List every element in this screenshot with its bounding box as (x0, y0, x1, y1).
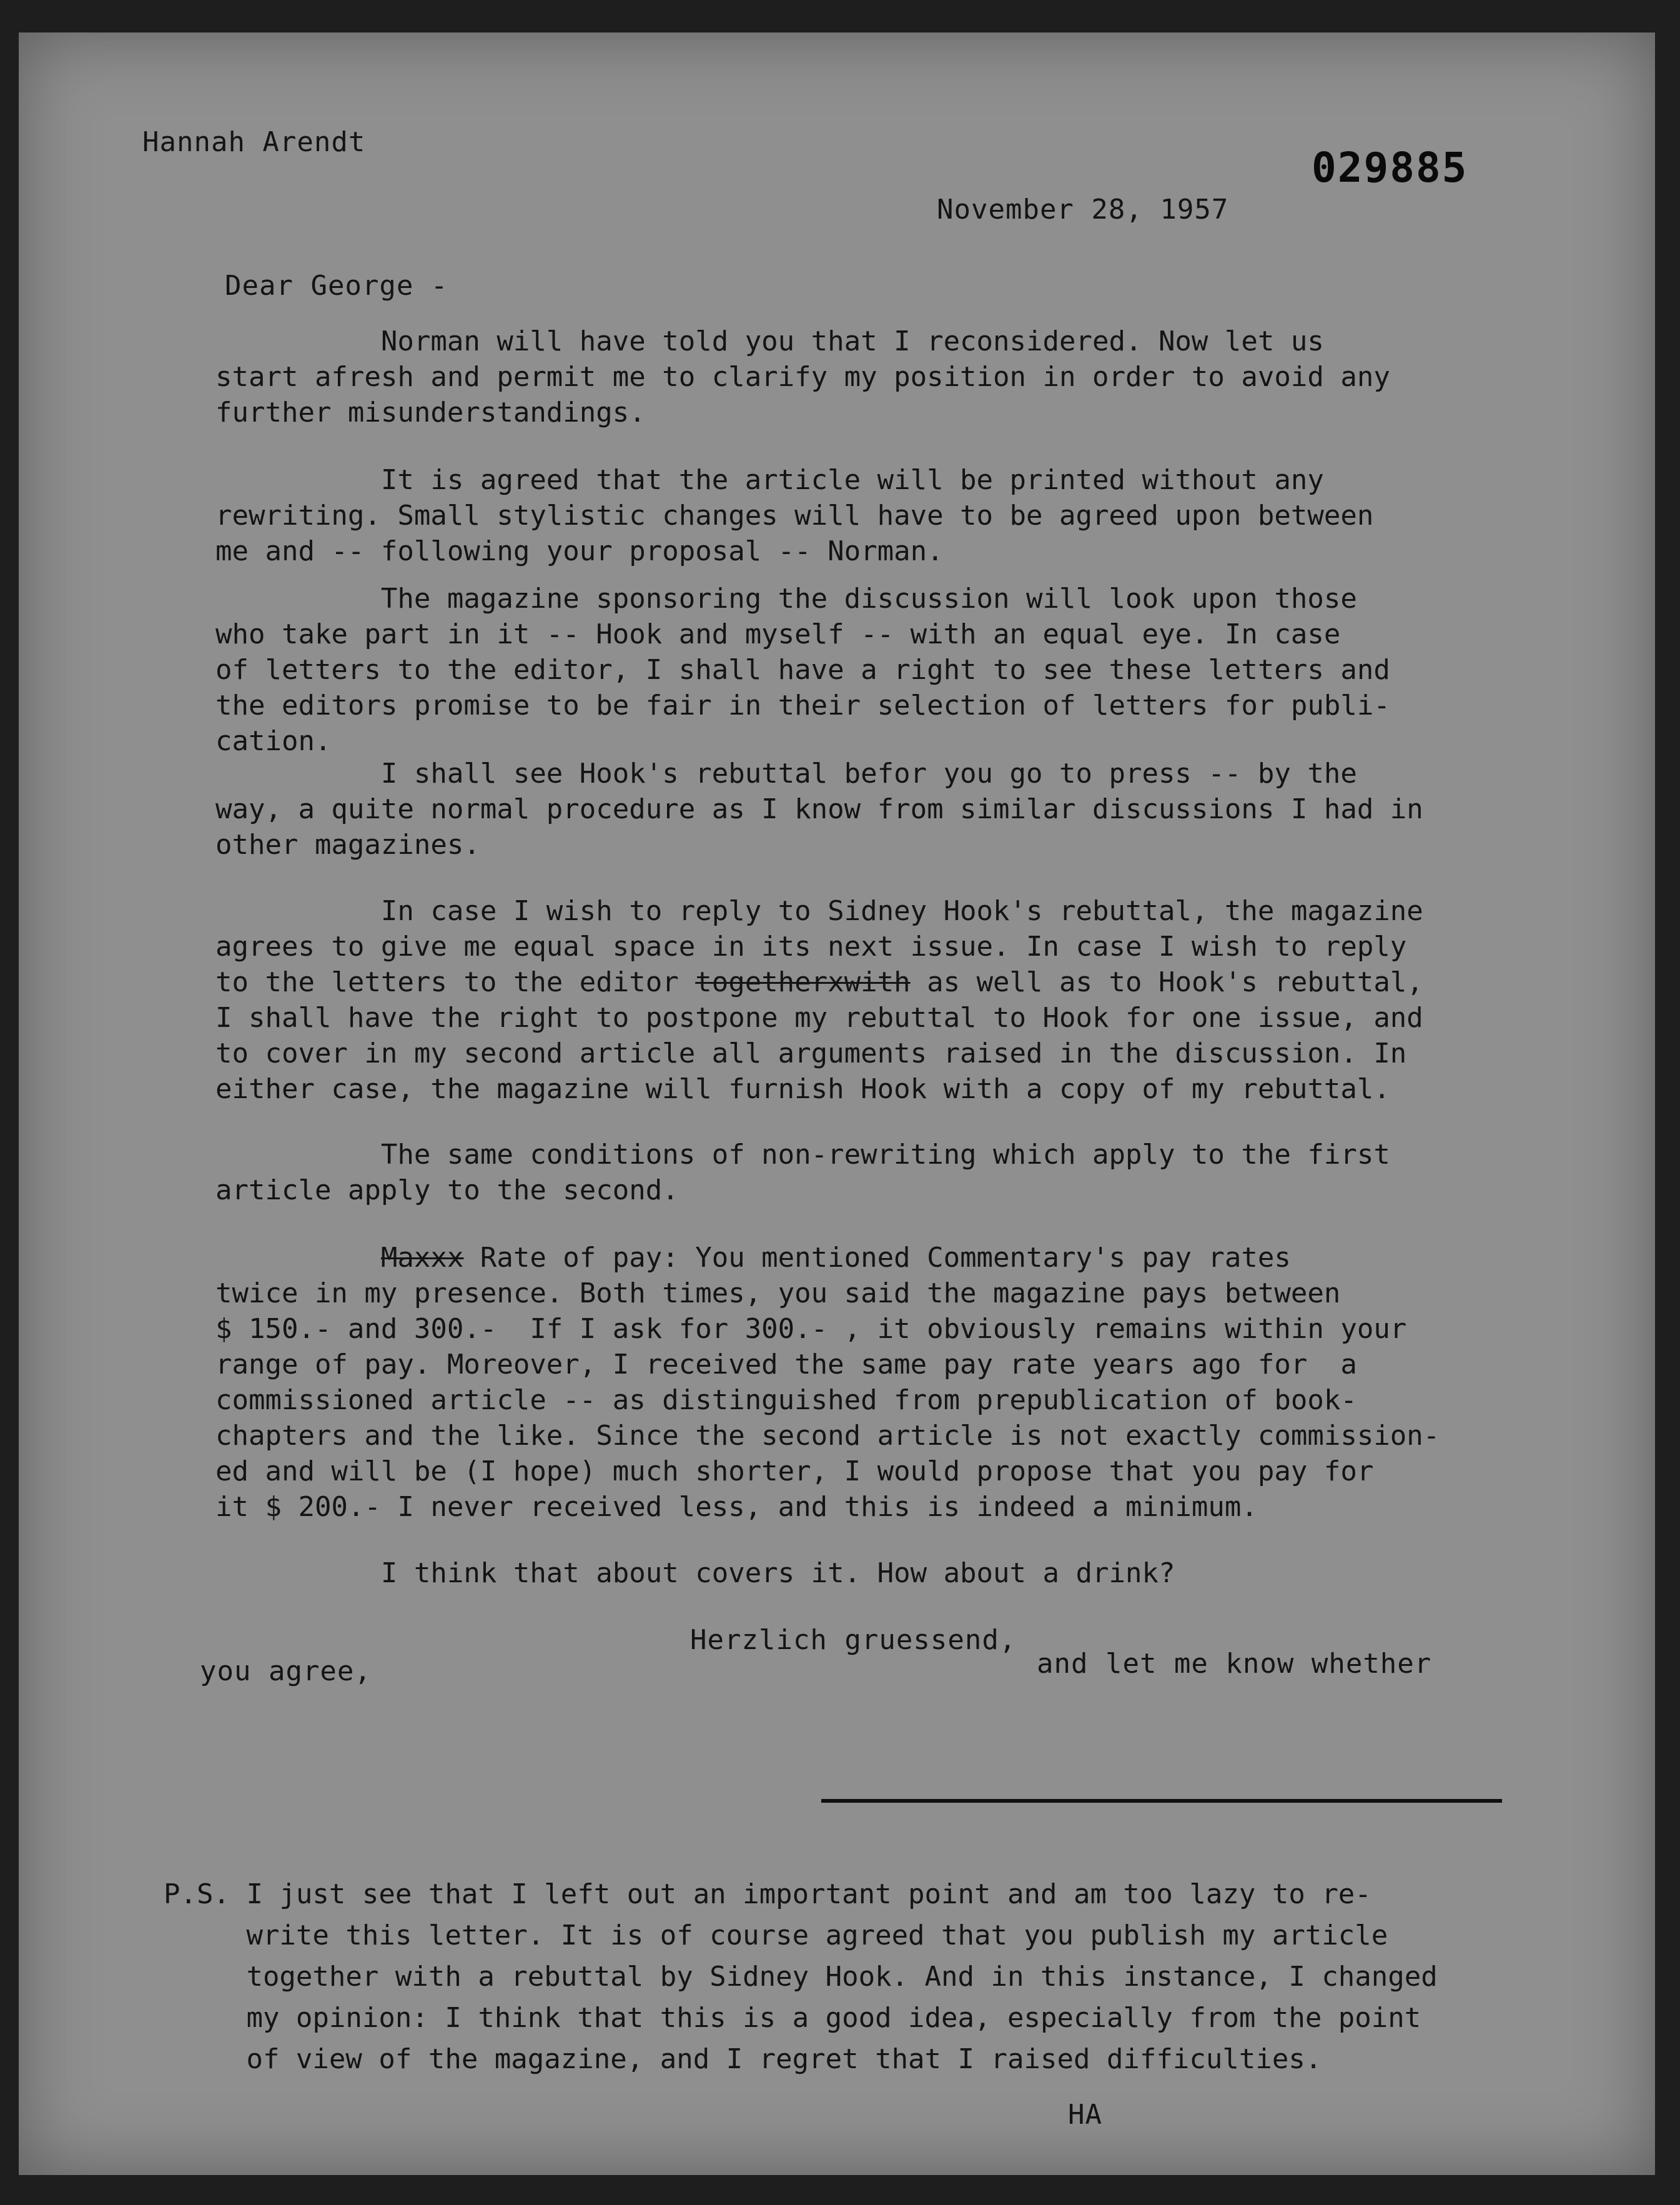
text-line: chapters and the like. Since the second article is not exactly commission- (215, 1420, 1440, 1452)
text-fragment: as well as to Hook's rebuttal, (910, 966, 1423, 998)
paragraph-drink (215, 1555, 1639, 1591)
text-line: to cover in my second article all arguments raised in the discussion. In (215, 1038, 1407, 1069)
paragraph-same-conditions (215, 1137, 1639, 1208)
letter-date: November 28, 1957 (937, 194, 1229, 225)
text-line-with-strike (215, 964, 1639, 1000)
paragraph-reconsidered (215, 324, 1639, 430)
text-line: Norman will have told you that I reconsidered. Now let us (215, 325, 1324, 357)
paragraph-rate-of-pay (215, 1240, 1639, 1525)
text-line: twice in my presence. Both times, you said the magazine pays between (215, 1277, 1341, 1309)
text-line: together with a rebuttal by Sidney Hook. And in this instance, I changed (164, 1961, 1438, 1993)
text-fragment: Rate of pay: You mentioned Commentary's pay rates (463, 1242, 1291, 1274)
document-number: 029885 (1312, 144, 1468, 192)
paragraph-reply-space (215, 893, 1639, 1107)
postscript (164, 1874, 1588, 2080)
text-line: of view of the magazine, and I regret that I raised difficulties. (164, 2043, 1322, 2075)
text-line: It is agreed that the article will be printed without any (215, 464, 1324, 496)
closing: Herzlich gruessend, (690, 1624, 1017, 1656)
salutation: Dear George - (225, 270, 448, 302)
text-line: agrees to give me equal space in its next issue. In case I wish to reply (215, 931, 1407, 963)
text-line: who take part in it -- Hook and myself -- with an equal eye. In case (215, 618, 1341, 650)
signature-initials: HA (1068, 2099, 1102, 2131)
text-line: The magazine sponsoring the discussion will look upon those (215, 583, 1357, 615)
text-line: cation. (215, 725, 332, 757)
text-line: of letters to the editor, I shall have a right to see these letters and (215, 654, 1390, 686)
text-line: my opinion: I think that this is a good idea, especially from the point (164, 2002, 1421, 2034)
text-line: ed and will be (I hope) much shorter, I would propose that you pay for (215, 1455, 1374, 1487)
text-line-with-strike (215, 1240, 1639, 1276)
text-line: rewriting. Small stylistic changes will have to be agreed upon between (215, 500, 1374, 532)
closing-tail: you agree, (200, 1655, 372, 1687)
text-line: start afresh and permit me to clarify my position in order to avoid any (215, 361, 1390, 393)
text-line: write this letter. It is of course agreed that you publish my article (164, 1920, 1388, 1951)
text-line: commissioned article -- as distinguished from prepublication of book- (215, 1384, 1357, 1416)
signature-line (821, 1799, 1502, 1803)
text-line: the editors promise to be fair in their selection of letters for publi- (215, 690, 1390, 721)
paragraph-no-rewriting (215, 462, 1639, 569)
text-line: it $ 200.- I never received less, and this is indeed a minimum. (215, 1491, 1258, 1523)
paragraph-rebuttal-preview (215, 756, 1639, 863)
text-line: I shall see Hook's rebuttal befor you go to press -- by the (215, 758, 1357, 790)
author-name: Hannah Arendt (142, 126, 366, 158)
text-line: P.S. I just see that I left out an important point and am too lazy to re- (164, 1878, 1371, 1910)
struck-text: togetherxwith (695, 966, 911, 998)
text-line: me and -- following your proposal -- Norman. (215, 535, 944, 567)
closing-addition: and let me know whether (1037, 1648, 1432, 1680)
text-line: The same conditions of non-rewriting which apply to the first (215, 1139, 1390, 1171)
text-line: other magazines. (215, 829, 480, 861)
text-line: range of pay. Moreover, I received the same pay rate years ago for a (215, 1349, 1357, 1380)
text-line: In case I wish to reply to Sidney Hook's rebuttal, the magazine (215, 895, 1423, 927)
text-line: I shall have the right to postpone my rebuttal to Hook for one issue, and (215, 1002, 1423, 1034)
text-line: either case, the magazine will furnish Hook with a copy of my rebuttal. (215, 1073, 1390, 1105)
text-fragment: to the letters to the editor (215, 966, 679, 998)
paragraph-equal-eye (215, 581, 1639, 759)
text-line: I think that about covers it. How about a drink? (215, 1557, 1175, 1589)
text-line: $ 150.- and 300.- If I ask for 300.- , it obviously remains within your (215, 1313, 1407, 1345)
text-line: way, a quite normal procedure as I know from similar discussions I had in (215, 793, 1423, 825)
text-line: article apply to the second. (215, 1174, 679, 1206)
text-line: further misunderstandings. (215, 397, 646, 429)
struck-text: Maxxx (380, 1242, 464, 1274)
